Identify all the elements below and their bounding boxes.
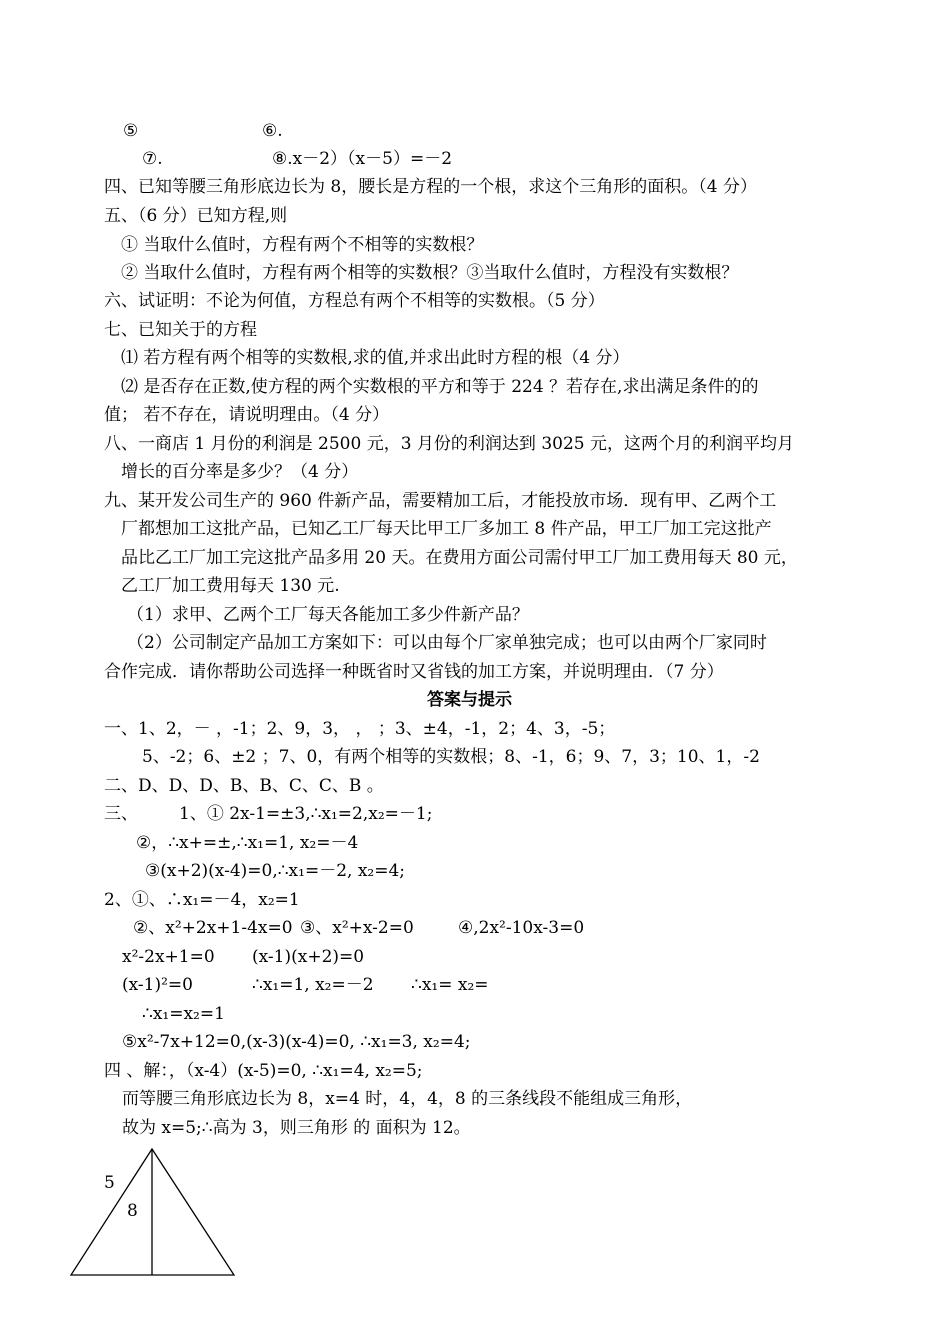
question-6: 六、试证明：不论为何值，方程总有两个不相等的实数根。（5 分） [104, 291, 605, 311]
triangle-height-label: 8 [127, 1201, 138, 1221]
answer-3-5b: ③、x²+x-2=0 [300, 918, 414, 938]
answer-1: 一、1、2，－ ，-1；2、9，3， ， ；3、±4，-1，2；4、3，-5； [104, 719, 616, 739]
answer-2: 二、D、D、D、B、B、C、C、B 。 [104, 776, 384, 796]
answer-1-cont: 5、-2；6、±2 ；7、0，有两个相等的实数根；8、-1，6；9、7，3；10、1，-2 [142, 747, 760, 767]
answer-3-3: ③(x+2)(x-4)=0,∴x₁=－2, x₂=4; [145, 861, 406, 881]
answer-3-5a: ②、x²+2x+1-4x=0 [133, 918, 293, 938]
question-9-part-2-cont: 合作完成．请你帮助公司选择一种既省时又省钱的加工方案，并说明理由．（7 分） [104, 662, 724, 682]
answer-3-4: 2、①、∴x₁=－4，x₂=1 [104, 890, 300, 910]
answer-3-6b: (x-1)(x+2)=0 [252, 947, 365, 967]
question-9-line-3: 品比乙工厂加工完这批产品多用 20 天。在费用方面公司需付甲工厂加工费用每天 80 元， [121, 548, 798, 568]
answer-3-1: 1、① 2x-1=±3,∴x₁=2,x₂=－1; [179, 804, 433, 824]
question-5-part-2: ② 当取什么值时，方程有两个相等的实数根？③当取什么值时，方程没有实数根？ [121, 263, 739, 283]
answer-4-3: 故为 x=5;∴高为 3，则三角形 的 面积为 12。 [122, 1118, 471, 1138]
question-7-part-2: ⑵ 是否存在正数,使方程的两个实数根的平方和等于 224 ？若存在,求出满足条件的的 [121, 377, 759, 397]
question-8: 八、一商店 1 月份的利润是 2500 元，3 月份的利润达到 3025 元，这两个月的利润平均月 [104, 434, 794, 454]
answer-4-1: 四 、解：，（x-4）(x-5)=0, ∴x₁=4, x₂=5; [104, 1061, 423, 1081]
answer-3-8: ∴x₁=x₂=1 [142, 1004, 225, 1024]
answer-3-9: ⑤x²-7x+12=0,(x-3)(x-4)=0, ∴x₁=3, x₂=4; [122, 1032, 471, 1052]
question-8-cont: 增长的百分率是多少？（4 分） [121, 462, 359, 482]
item-6: ⑥. [262, 121, 283, 141]
item-5: ⑤ [123, 121, 139, 141]
question-7-part-2-cont: 值； 若不存在，请说明理由。（4 分） [104, 405, 390, 425]
question-9-part-1: （1）求甲、乙两个工厂每天各能加工多少件新产品？ [127, 605, 529, 625]
item-7: ⑦. [142, 149, 163, 169]
answer-3-2: ②，∴x+=±,∴x₁=1, x₂=－4 [136, 833, 359, 853]
question-9-line-2: 厂都想加工这批产品，已知乙工厂每天比甲工厂多加工 8 件产品，甲工厂加工完这批产 [121, 519, 772, 539]
question-9-line-4: 乙工厂加工费用每天 130 元. [121, 576, 340, 596]
answer-3-7c: ∴x₁= x₂= [411, 975, 489, 995]
answers-title: 答案与提示 [427, 690, 512, 710]
question-9-part-2: （2）公司制定产品加工方案如下：可以由每个厂家单独完成；也可以由两个厂家同时 [127, 633, 767, 653]
question-7-part-1: ⑴ 若方程有两个相等的实数根,求的值,并求出此时方程的根（4 分） [121, 348, 630, 368]
answer-4-2: 而等腰三角形底边长为 8，x=4 时，4，4，8 的三条线段不能组成三角形， [122, 1089, 693, 1109]
question-5-part-1: ① 当取什么值时，方程有两个不相等的实数根？ [121, 235, 484, 255]
answer-3-5c: ④,2x²-10x-3=0 [458, 918, 585, 938]
question-5: 五、（6 分）已知方程,则 [104, 206, 288, 226]
question-7: 七、已知关于的方程 [104, 320, 257, 340]
answer-3-label: 三、 [104, 804, 138, 824]
answer-3-7a: (x-1)²=0 [122, 975, 193, 995]
question-4: 四、已知等腰三角形底边长为 8，腰长是方程的一个根，求这个三角形的面积。（4 分） [104, 177, 757, 197]
answer-3-6a: x²-2x+1=0 [122, 947, 215, 967]
answer-3-7b: ∴x₁=1, x₂=－2 [252, 975, 374, 995]
question-9: 九、某开发公司生产的 960 件新产品，需要精加工后，才能投放市场．现有甲、乙两个工 [104, 491, 777, 511]
triangle-side-label: 5 [104, 1173, 115, 1193]
item-8: ⑧.x－2）（x－5）=－2 [272, 149, 453, 169]
